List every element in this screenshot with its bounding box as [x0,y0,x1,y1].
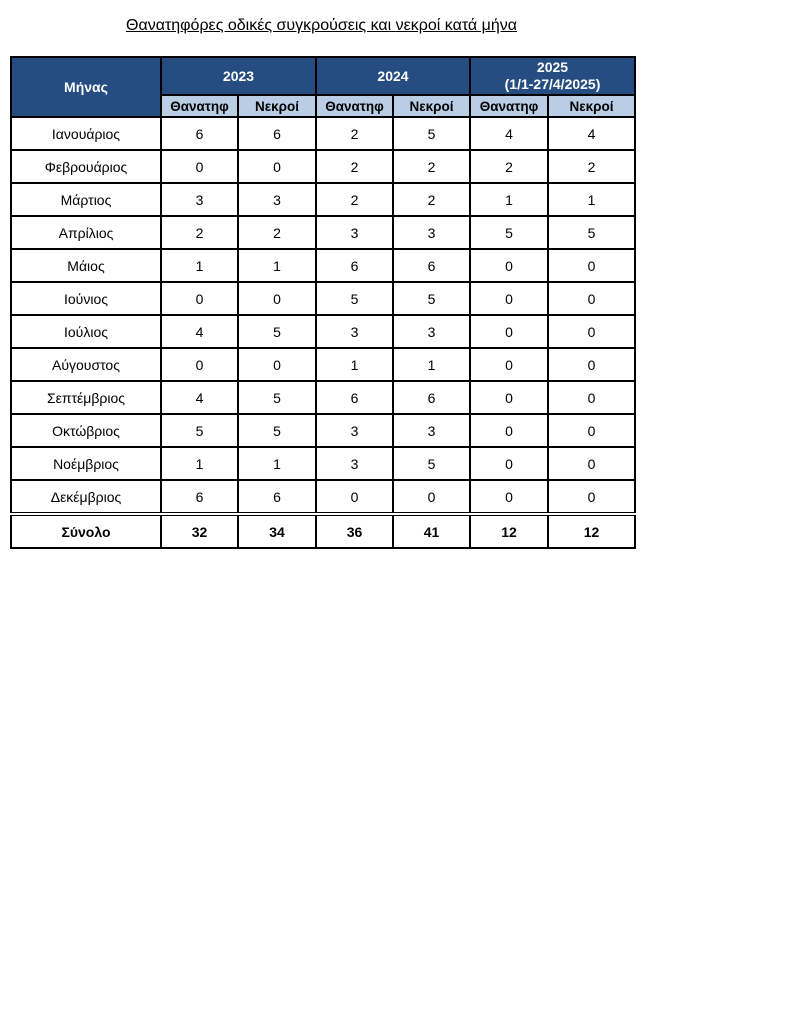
value-cell: 0 [548,315,635,348]
year-period-label: (1/1-27/4/2025) [504,76,601,92]
value-cell: 0 [548,480,635,514]
value-cell: 4 [161,381,238,414]
value-cell: 1 [548,183,635,216]
fatal-crashes-header: Θανατηφ [161,95,238,117]
value-cell: 6 [161,480,238,514]
value-cell: 1 [316,348,393,381]
value-cell: 0 [548,381,635,414]
value-cell: 5 [548,216,635,249]
value-cell: 6 [238,117,316,150]
value-cell: 2 [393,150,470,183]
month-cell: Οκτώβριος [11,414,161,447]
value-cell: 6 [316,249,393,282]
value-cell: 0 [470,447,548,480]
value-cell: 0 [548,249,635,282]
value-cell: 0 [548,282,635,315]
value-cell: 0 [548,447,635,480]
value-cell: 1 [238,447,316,480]
value-cell: 0 [470,282,548,315]
total-cell: 12 [548,514,635,548]
value-cell: 2 [161,216,238,249]
table-row [11,216,635,249]
month-cell: Απρίλιος [11,216,161,249]
value-cell: 3 [393,315,470,348]
monthly-fatalities-table [10,56,636,549]
value-cell: 0 [470,381,548,414]
value-cell: 0 [470,249,548,282]
value-cell: 4 [548,117,635,150]
value-cell: 1 [161,447,238,480]
month-cell: Μάιος [11,249,161,282]
value-cell: 3 [238,183,316,216]
value-cell: 0 [238,282,316,315]
deaths-header: Νεκροί [238,95,316,117]
total-label: Σύνολο [11,514,161,548]
page-title: Θανατηφόρες οδικές συγκρούσεις και νεκροί κατά μήνα [126,17,517,34]
month-cell: Νοέμβριος [11,447,161,480]
value-cell: 6 [393,381,470,414]
value-cell: 4 [161,315,238,348]
value-cell: 1 [161,249,238,282]
table-row [11,282,635,315]
fatal-crashes-header: Θανατηφ [470,95,548,117]
value-cell: 5 [161,414,238,447]
table-row [11,480,635,514]
year-header-2023 [161,57,316,95]
value-cell: 5 [238,414,316,447]
table-row [11,414,635,447]
year-header-2024 [316,57,470,95]
value-cell: 3 [393,216,470,249]
value-cell: 0 [161,282,238,315]
month-cell: Φεβρουάριος [11,150,161,183]
year-header-2025 [470,57,635,95]
month-cell: Ιούνιος [11,282,161,315]
value-cell: 0 [161,150,238,183]
deaths-header: Νεκροί [548,95,635,117]
value-cell: 0 [238,348,316,381]
table-row [11,117,635,150]
value-cell: 2 [316,150,393,183]
value-cell: 2 [470,150,548,183]
value-cell: 0 [238,150,316,183]
table-body [11,117,635,514]
month-cell: Αύγουστος [11,348,161,381]
value-cell: 0 [470,480,548,514]
month-column-header: Μήνας [11,57,161,117]
value-cell: 6 [238,480,316,514]
value-cell: 0 [316,480,393,514]
value-cell: 3 [393,414,470,447]
value-cell: 6 [161,117,238,150]
value-cell: 3 [316,216,393,249]
table-row [11,150,635,183]
total-row [11,514,635,548]
value-cell: 6 [316,381,393,414]
table-row [11,348,635,381]
year-label: 2025 [536,59,569,75]
value-cell: 1 [393,348,470,381]
month-cell: Μάρτιος [11,183,161,216]
value-cell: 3 [316,315,393,348]
value-cell: 0 [393,480,470,514]
deaths-header: Νεκροί [393,95,470,117]
month-cell: Ιούλιος [11,315,161,348]
total-cell: 34 [238,514,316,548]
value-cell: 0 [548,414,635,447]
value-cell: 2 [393,183,470,216]
total-cell: 12 [470,514,548,548]
table-row [11,183,635,216]
value-cell: 5 [470,216,548,249]
total-cell: 41 [393,514,470,548]
total-cell: 36 [316,514,393,548]
table-row [11,249,635,282]
value-cell: 1 [470,183,548,216]
value-cell: 0 [470,348,548,381]
value-cell: 0 [548,348,635,381]
year-label: 2024 [377,67,409,84]
table-row [11,381,635,414]
value-cell: 5 [316,282,393,315]
month-cell: Σεπτέμβριος [11,381,161,414]
month-cell: Ιανουάριος [11,117,161,150]
month-cell: Δεκέμβριος [11,480,161,514]
fatal-crashes-header: Θανατηφ [316,95,393,117]
value-cell: 2 [548,150,635,183]
year-label: 2023 [222,67,255,84]
value-cell: 1 [238,249,316,282]
value-cell: 5 [393,282,470,315]
value-cell: 5 [238,315,316,348]
value-cell: 2 [238,216,316,249]
value-cell: 2 [316,183,393,216]
value-cell: 3 [316,414,393,447]
value-cell: 3 [316,447,393,480]
value-cell: 3 [161,183,238,216]
value-cell: 6 [393,249,470,282]
value-cell: 0 [470,315,548,348]
value-cell: 5 [238,381,316,414]
total-cell: 32 [161,514,238,548]
value-cell: 0 [161,348,238,381]
value-cell: 5 [393,447,470,480]
value-cell: 2 [316,117,393,150]
table-row [11,447,635,480]
table-row [11,315,635,348]
value-cell: 4 [470,117,548,150]
value-cell: 5 [393,117,470,150]
value-cell: 0 [470,414,548,447]
